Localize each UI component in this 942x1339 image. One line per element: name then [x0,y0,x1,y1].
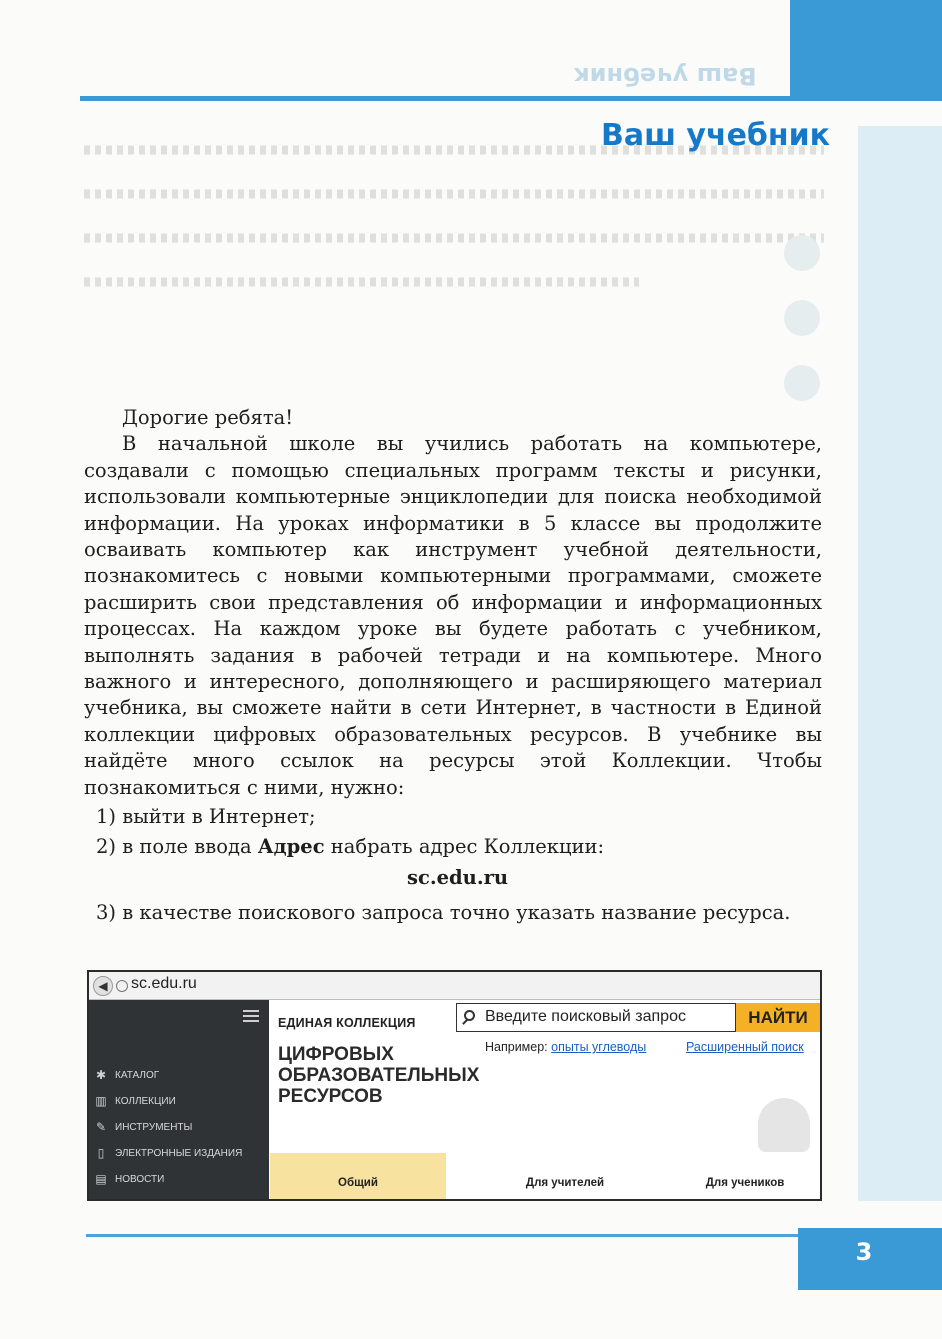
menu-item-catalog [95,1066,265,1086]
step-2-prefix: 2) в поле ввода [96,835,258,858]
intro-paragraph: В начальной школе вы учились работать на компьютере, создавали с помощью специальных программ тексты и рисунки, использовали компьютерные энциклопедии для поиска необходимой информации. На уроках информатики в 5 классе вы продолжите осваивать компьютер как инструмент учебной деятельности, познакомитесь с новыми компьютерными программами, сможете расширить свои представления об информации и информационных процессах. На каждом уроке вы будете работать с учебником, выполнять задания в рабочей тетради и на компьютере. Много важного и интересного, дополняющего и расширяющего материал учебника, вы сможете найти в сети Интернет, в частности в Единой коллекции цифровых образовательных ресурсов. В учебнике вы найдёте много ссылок на ресурсы этой Коллекции. Чтобы познакомиться с ними, нужно: [84,432,822,799]
tab-general: Общий [270,1153,446,1199]
address-text: sc.edu.ru [131,975,197,992]
back-arrow-icon: ◀ [93,976,113,996]
page-number: 3 [855,1238,873,1266]
intro-text [84,405,822,801]
menu-label: ЭЛЕКТРОННЫЕ ИЗДАНИЯ [115,1148,243,1159]
collection-name-line-1: ЦИФРОВЫХ [278,1044,394,1065]
search-icon [464,1010,475,1021]
menu-item-collections [95,1092,265,1112]
greeting: Дорогие ребята! [122,406,294,429]
bottom-rule [86,1234,798,1237]
search-input [456,1003,736,1032]
menu-label: КАТАЛОГ [115,1070,160,1081]
menu-item-news [95,1170,265,1190]
top-rule [80,96,942,101]
example-prefix: Например: [485,1040,548,1054]
collection-name [278,1044,479,1107]
page-title: Ваш учебник [601,118,830,153]
site-sidebar [89,1000,269,1199]
step-2-suffix: набрать адрес Коллекции: [324,835,605,858]
margin-strip [858,126,942,1201]
address-term: Адрес [257,835,325,858]
penguin-show-through [758,1098,810,1152]
corner-tab-top [790,0,942,96]
step-2 [96,832,824,862]
advanced-search-link: Расширенный поиск [686,1040,804,1054]
globe-icon [116,980,128,992]
collection-name-line-2: ОБРАЗОВАТЕЛЬНЫХ [278,1065,480,1086]
page-number-tab [798,1228,942,1290]
tab-students: Для учеников [705,1177,785,1189]
collection-title: ЕДИНАЯ КОЛЛЕКЦИЯ [278,1016,416,1030]
site-main [270,1000,820,1199]
menu-label: НОВОСТИ [115,1174,165,1185]
collection-url: sc.edu.ru [407,866,509,889]
tablet-icon: ▯ [97,1146,105,1161]
collection-name-line-3: РЕСУРСОВ [278,1086,383,1107]
steps-list [96,802,824,928]
menu-label: КОЛЛЕКЦИИ [115,1096,176,1107]
gear-icon: ✱ [95,1068,107,1083]
example-link: опыты углеводы [551,1040,647,1054]
show-through-title: Ваш учебник [573,62,757,90]
show-through-text [84,125,824,405]
pencil-icon: ✎ [95,1120,107,1135]
step-1: 1) выйти в Интернет; [96,805,316,828]
menu-item-tools [95,1118,265,1138]
menu-item-e-editions [95,1144,265,1164]
tab-teachers: Для учителей [525,1177,605,1189]
step-3: 3) в качестве поискового запроса точно указать название ресурса. [96,901,791,924]
search-placeholder: Введите поисковый запрос [485,1008,686,1025]
audience-tabs [270,1153,824,1199]
website-screenshot [87,970,822,1201]
hamburger-menu-icon [243,1010,259,1022]
search-example [485,1040,646,1054]
books-icon: ▥ [95,1094,107,1109]
menu-label: ИНСТРУМЕНТЫ [115,1122,193,1133]
find-button: НАЙТИ [736,1003,820,1032]
news-icon: ▤ [95,1172,107,1187]
address-bar [89,972,820,1000]
